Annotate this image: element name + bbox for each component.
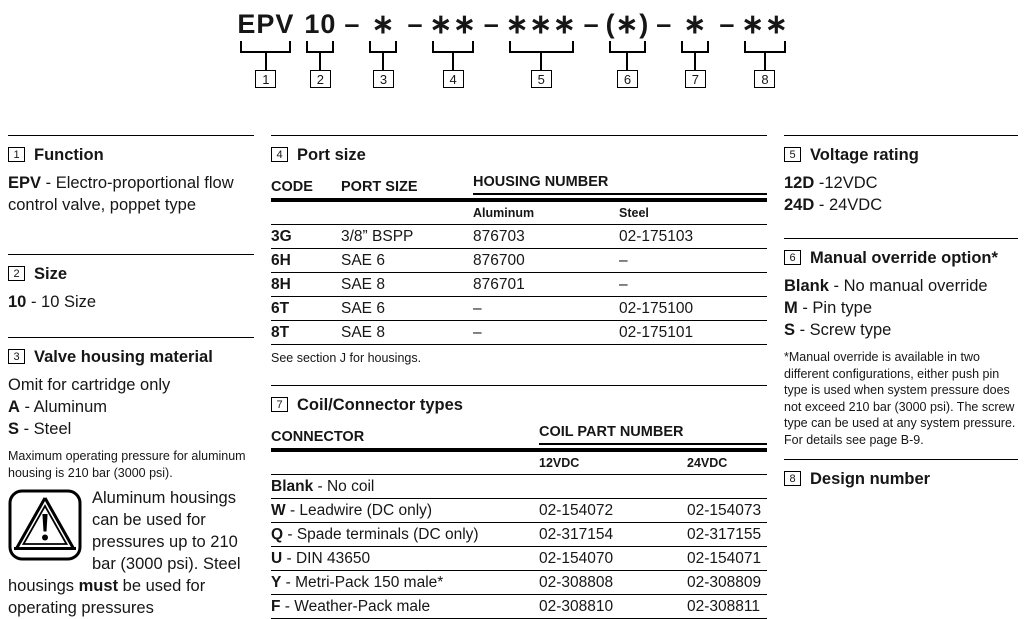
connector-code: Blank xyxy=(271,478,314,495)
connector-code: U xyxy=(271,550,283,567)
section-header xyxy=(784,469,1018,489)
right-column xyxy=(784,135,1018,619)
callout-number-box: 8 xyxy=(754,70,775,88)
table-row xyxy=(271,225,767,249)
content-columns xyxy=(8,135,1018,619)
callout-line xyxy=(626,53,628,70)
callout-bracket xyxy=(240,41,291,53)
override-entries xyxy=(784,275,1018,341)
model-code-segment-text: 10 xyxy=(304,9,337,39)
housing-entries xyxy=(8,396,254,440)
section-title: Manual override option* xyxy=(810,249,998,267)
table-row xyxy=(271,571,767,595)
table-subheader-row xyxy=(271,202,767,225)
model-code-separator: – xyxy=(407,9,423,39)
section-title: Function xyxy=(34,146,104,164)
callout-bracket xyxy=(744,41,785,53)
table-cell: 02-308808 xyxy=(539,571,687,595)
callout-bracket xyxy=(681,41,709,53)
table-cell: 02-154072 xyxy=(539,499,687,523)
option-description: - Electro-proportional flow control valve, poppet type xyxy=(8,174,234,214)
option-entry xyxy=(8,291,254,313)
callout-number-box: 2 xyxy=(8,266,25,281)
option-code: Blank xyxy=(784,277,829,295)
callout-number-box: 7 xyxy=(685,70,706,88)
table-cell: 876701 xyxy=(473,273,619,297)
table-header-row xyxy=(271,424,767,448)
table-cell: 876703 xyxy=(473,225,619,249)
model-code-separator: – xyxy=(719,9,735,39)
option-entry xyxy=(8,396,254,418)
option-description: - Steel xyxy=(19,420,72,438)
section-function xyxy=(8,135,254,254)
table-row xyxy=(271,297,767,321)
section-title: Size xyxy=(34,265,68,283)
callout-number-box: 6 xyxy=(784,250,801,265)
section-title: Port size xyxy=(297,146,366,164)
callout-number-box: 5 xyxy=(784,147,801,162)
table-row xyxy=(271,249,767,273)
callout-line xyxy=(319,53,321,70)
table-cell: 02-308809 xyxy=(687,571,767,595)
table-row xyxy=(271,321,767,345)
model-code-segment xyxy=(741,8,788,88)
table-cell: 02-317154 xyxy=(539,523,687,547)
section-housing-material xyxy=(8,337,254,487)
table-cell: – xyxy=(473,297,619,321)
table-row xyxy=(271,547,767,571)
callout-bracket xyxy=(509,41,574,53)
table-cell xyxy=(271,475,539,499)
table-cell: SAE 6 xyxy=(341,249,473,273)
callout-bracket xyxy=(369,41,397,53)
option-code: S xyxy=(8,420,20,438)
option-entry xyxy=(8,418,254,440)
callout-number-box: 3 xyxy=(8,349,25,364)
section-header xyxy=(8,264,254,284)
table-cell: 3/8” BSPP xyxy=(341,225,473,249)
model-code-segment-text: ∗∗ xyxy=(741,9,789,39)
table-cell: SAE 8 xyxy=(341,273,473,297)
table-cell: 6H xyxy=(271,249,341,273)
table-cell: 02-308811 xyxy=(687,595,767,619)
model-code xyxy=(237,8,788,88)
callout-bracket xyxy=(609,41,647,53)
section-voltage-rating xyxy=(784,135,1018,238)
table-cell: 02-175103 xyxy=(619,225,767,249)
middle-column xyxy=(271,135,767,619)
port-size-table xyxy=(271,174,767,345)
table-cell: – xyxy=(619,273,767,297)
coil-connector-table xyxy=(271,424,767,619)
callout-number-box: 7 xyxy=(271,397,288,412)
warning-text-after: be used for operating pressures xyxy=(8,577,206,617)
section-design-number xyxy=(784,459,1018,489)
table-cell: 02-154071 xyxy=(687,547,767,571)
table-row xyxy=(271,595,767,619)
model-code-segment-text: ∗ xyxy=(683,9,708,39)
voltage-entries xyxy=(784,172,1018,216)
callout-line xyxy=(382,53,384,70)
table-cell xyxy=(271,523,539,547)
model-code-separator: – xyxy=(656,9,672,39)
model-code-diagram xyxy=(8,0,1018,88)
table-cell: – xyxy=(619,249,767,273)
callout-number-box: 2 xyxy=(310,70,331,88)
table-cell: 3G xyxy=(271,225,341,249)
table-cell xyxy=(687,475,767,499)
warning-block xyxy=(8,487,254,619)
section-header xyxy=(8,145,254,165)
warning-bold-word: must xyxy=(78,577,119,595)
callout-line xyxy=(265,53,267,70)
connector-description: - Metri-Pack 150 male* xyxy=(281,574,444,591)
table-cell: 02-154070 xyxy=(539,547,687,571)
option-entry xyxy=(784,275,1018,297)
section-coil-connector xyxy=(271,385,767,619)
connector-code: Y xyxy=(271,574,282,591)
connector-description: - No coil xyxy=(313,478,375,495)
section-header xyxy=(784,145,1018,165)
table-cell: 8T xyxy=(271,321,341,345)
callout-number-box: 1 xyxy=(255,70,276,88)
caution-triangle-icon xyxy=(8,489,82,561)
section-header xyxy=(271,395,767,415)
option-description: - Pin type xyxy=(797,299,873,317)
subheader-12vdc: 12VDC xyxy=(539,452,687,475)
size-entries xyxy=(8,291,254,313)
table-cell xyxy=(271,547,539,571)
option-entry xyxy=(784,319,1018,341)
section-header xyxy=(271,145,767,165)
option-code: 24D xyxy=(784,196,815,214)
option-code: 10 xyxy=(8,293,27,311)
connector-code: W xyxy=(271,502,286,519)
model-code-segment-text: EPV xyxy=(237,9,295,39)
model-code-segment xyxy=(303,8,337,88)
model-code-segment-text: (∗) xyxy=(605,9,650,39)
model-code-separator: – xyxy=(583,9,599,39)
table-row xyxy=(271,475,767,499)
table-subheader-row xyxy=(271,452,767,475)
table-row xyxy=(271,273,767,297)
column-header-housing-number: HOUSING NUMBER xyxy=(473,174,767,198)
housing-note: Maximum operating pressure for aluminum housing is 210 bar (3000 psi). xyxy=(8,449,246,480)
subheader-steel: Steel xyxy=(619,202,767,225)
column-header-coil-part-number: COIL PART NUMBER xyxy=(539,424,767,448)
column-header-connector: CONNECTOR xyxy=(271,429,365,445)
model-code-separator: – xyxy=(483,9,499,39)
table-cell: 6T xyxy=(271,297,341,321)
table-cell: – xyxy=(473,321,619,345)
table-cell: 02-175101 xyxy=(619,321,767,345)
option-description: - Screw type xyxy=(795,321,892,339)
port-size-note: See section J for housings. xyxy=(271,351,422,365)
table-cell: SAE 6 xyxy=(341,297,473,321)
callout-number-box: 1 xyxy=(8,147,25,162)
option-code: M xyxy=(784,299,798,317)
option-entry xyxy=(784,172,1018,194)
model-code-segment-text: ∗∗∗ xyxy=(505,9,577,39)
port-size-rows xyxy=(271,225,767,345)
callout-line xyxy=(452,53,454,70)
table-cell: 8H xyxy=(271,273,341,297)
option-description: -12VDC xyxy=(814,174,878,192)
option-description: - 10 Size xyxy=(26,293,97,311)
section-title: Coil/Connector types xyxy=(297,396,463,414)
subheader-24vdc: 24VDC xyxy=(687,452,767,475)
callout-number-box: 5 xyxy=(531,70,552,88)
option-code: 12D xyxy=(784,174,815,192)
option-code: S xyxy=(784,321,796,339)
table-cell xyxy=(271,595,539,619)
section-header xyxy=(784,248,1018,268)
warning-text-before: Aluminum housings can be used for pressures up to 210 bar (3000 psi). Steel housings xyxy=(8,489,241,595)
column-header-code: CODE xyxy=(271,179,313,195)
option-code: EPV xyxy=(8,174,42,192)
model-code-segment xyxy=(678,8,712,88)
callout-number-box: 8 xyxy=(784,471,801,486)
model-code-segment xyxy=(237,8,294,88)
option-entry xyxy=(784,297,1018,319)
section-size xyxy=(8,254,254,337)
section-title: Valve housing material xyxy=(34,348,213,366)
table-row xyxy=(271,499,767,523)
connector-description: - Leadwire (DC only) xyxy=(285,502,433,519)
model-code-segment xyxy=(606,8,650,88)
section-manual-override xyxy=(784,238,1018,459)
callout-bracket xyxy=(432,41,473,53)
connector-description: - DIN 43650 xyxy=(282,550,371,567)
connector-description: - Weather-Pack male xyxy=(280,598,431,615)
table-cell xyxy=(539,475,687,499)
table-header-row xyxy=(271,174,767,198)
table-cell xyxy=(271,571,539,595)
connector-code: F xyxy=(271,598,281,615)
function-entries xyxy=(8,172,254,216)
table-cell: 02-317155 xyxy=(687,523,767,547)
model-code-segment-text: ∗∗ xyxy=(429,9,477,39)
option-entry xyxy=(8,172,254,216)
housing-intro: Omit for cartridge only xyxy=(8,376,171,394)
callout-line xyxy=(540,53,542,70)
section-header xyxy=(8,347,254,367)
left-column xyxy=(8,135,254,619)
callout-number-box: 3 xyxy=(373,70,394,88)
section-title: Design number xyxy=(810,470,931,488)
coil-connector-rows xyxy=(271,475,767,619)
connector-description: - Spade terminals (DC only) xyxy=(283,526,479,543)
section-port-size xyxy=(271,135,767,385)
callout-line xyxy=(764,53,766,70)
model-code-segment xyxy=(506,8,577,88)
table-cell: 876700 xyxy=(473,249,619,273)
subheader-aluminum: Aluminum xyxy=(473,202,619,225)
column-header-port-size: PORT SIZE xyxy=(341,179,418,195)
option-description: - No manual override xyxy=(828,277,988,295)
callout-number-box: 4 xyxy=(271,147,288,162)
table-cell xyxy=(271,499,539,523)
option-description: - 24VDC xyxy=(814,196,883,214)
table-cell: 02-308810 xyxy=(539,595,687,619)
table-cell: SAE 8 xyxy=(341,321,473,345)
model-code-separator: – xyxy=(344,9,360,39)
override-footnote: *Manual override is available in two different configurations, either push pin type is used when system pressure does not exceed 210 bar (3000 psi). The screw type can be used at any system pressure. For details see page B-9. xyxy=(784,350,1016,447)
callout-bracket xyxy=(306,41,334,53)
callout-number-box: 6 xyxy=(617,70,638,88)
model-code-segment xyxy=(366,8,400,88)
option-code: A xyxy=(8,398,20,416)
callout-number-box: 4 xyxy=(443,70,464,88)
option-entry xyxy=(784,194,1018,216)
connector-code: Q xyxy=(271,526,284,543)
table-cell: 02-154073 xyxy=(687,499,767,523)
option-description: - Aluminum xyxy=(19,398,108,416)
section-title: Voltage rating xyxy=(810,146,919,164)
table-cell: 02-175100 xyxy=(619,297,767,321)
model-code-segment xyxy=(429,8,476,88)
table-row xyxy=(271,523,767,547)
model-code-segment-text: ∗ xyxy=(371,9,396,39)
callout-line xyxy=(694,53,696,70)
